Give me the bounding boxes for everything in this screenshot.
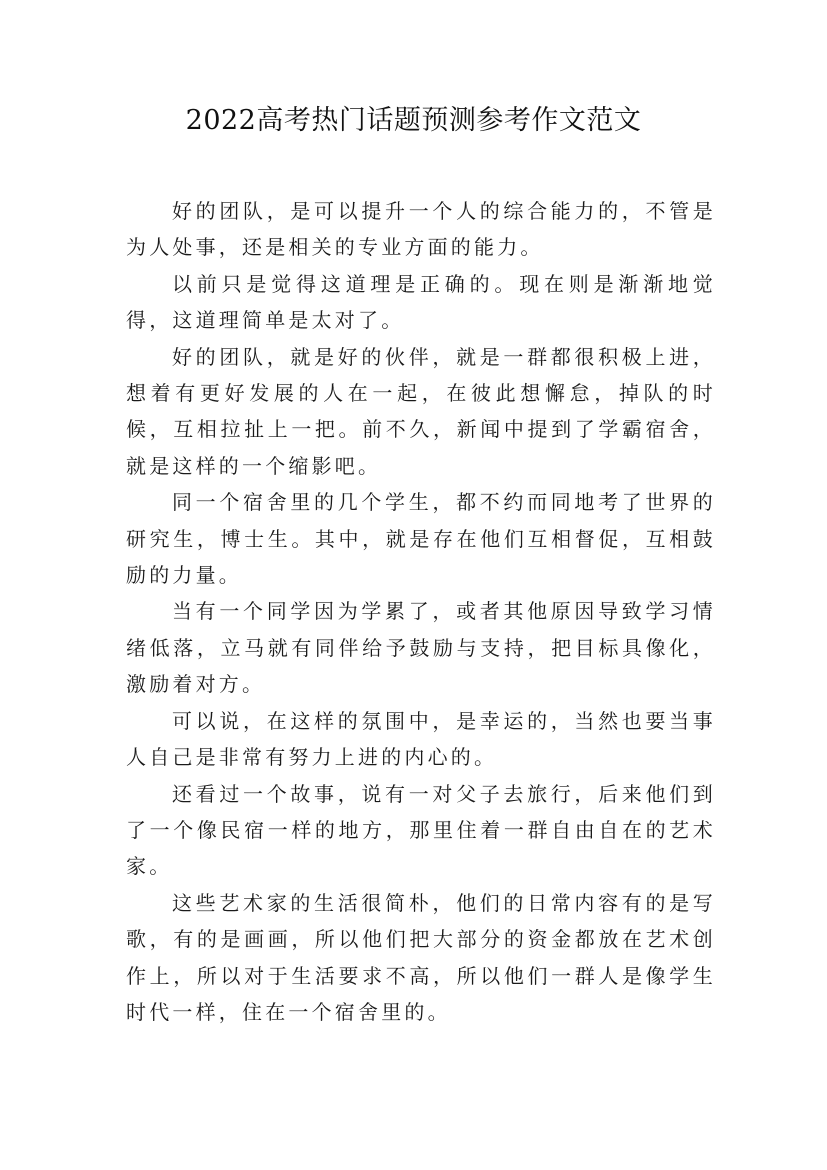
- paragraph-4: 同一个宿舍里的几个学生，都不约而同地考了世界的研究生，博士生。其中，就是存在他们互相督促，互相鼓励的力量。: [126, 490, 716, 588]
- paragraph-5: 当有一个同学因为学累了，或者其他原因导致学习情绪低落，立马就有同伴给予鼓励与支持，把目标具像化，激励着对方。: [126, 599, 716, 697]
- document-title: 2022高考热门话题预测参考作文范文: [185, 105, 642, 136]
- paragraph-6: 可以说，在这样的氛围中，是幸运的，当然也要当事人自己是非常有努力上进的内心的。: [126, 708, 716, 770]
- paragraph-3: 好的团队，就是好的伙伴，就是一群都很积极上进，想着有更好发展的人在一起，在彼此想懈怠，掉队的时候，互相拉扯上一把。前不久，新闻中提到了学霸宿舍，就是这样的一个缩影吧。: [126, 344, 716, 478]
- paragraph-8: 这些艺术家的生活很简朴，他们的日常内容有的是写歌，有的是画画，所以他们把大部分的资金都放在艺术创作上，所以对于生活要求不高，所以他们一群人是像学生时代一样，住在一个宿舍里的。: [126, 890, 716, 1024]
- paragraph-7: 还看过一个故事，说有一对父子去旅行，后来他们到了一个像民宿一样的地方，那里住着一群自由自在的艺术家。: [126, 781, 716, 879]
- paragraph-2: 以前只是觉得这道理是正确的。现在则是渐渐地觉得，这道理简单是太对了。: [126, 271, 716, 333]
- document-body: [126, 193, 716, 1030]
- paragraph-1: 好的团队，是可以提升一个人的综合能力的，不管是为人处事，还是相关的专业方面的能力。: [126, 199, 716, 260]
